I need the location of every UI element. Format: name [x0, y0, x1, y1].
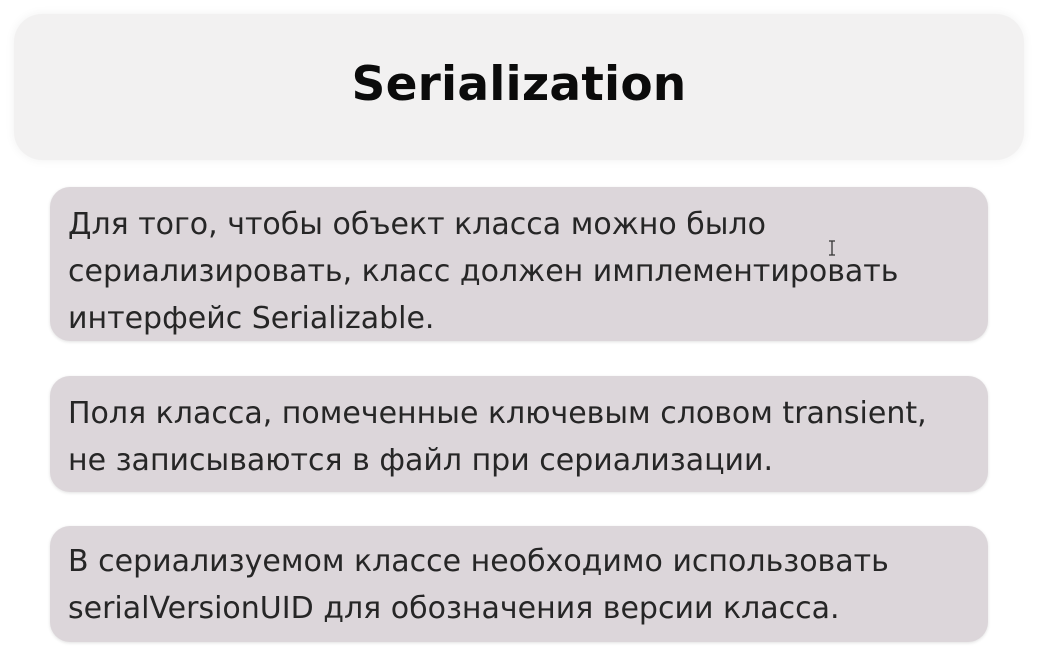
text-cursor-icon — [827, 240, 837, 256]
card-text-line: не записываются в файл при сериализации. — [68, 443, 774, 478]
info-card-serialversionuid — [50, 526, 988, 642]
card-text-line: интерфейс Serializable. — [68, 301, 435, 336]
info-card-transient — [50, 376, 988, 492]
card-text-line: serialVersionUID для обозначения версии класса. — [68, 591, 840, 626]
info-card-serializable — [50, 187, 988, 341]
slide-title-box — [14, 14, 1024, 160]
card-text-line: Поля класса, помеченные ключевым словом transient, — [68, 396, 927, 431]
slide-title: Serialization — [351, 56, 687, 112]
card-text-line: сериализировать, класс должен имплементировать — [68, 254, 899, 289]
card-text-line: В сериализуемом классе необходимо использовать — [68, 544, 889, 579]
card-text-line: Для того, чтобы объект класса можно было — [68, 207, 766, 242]
